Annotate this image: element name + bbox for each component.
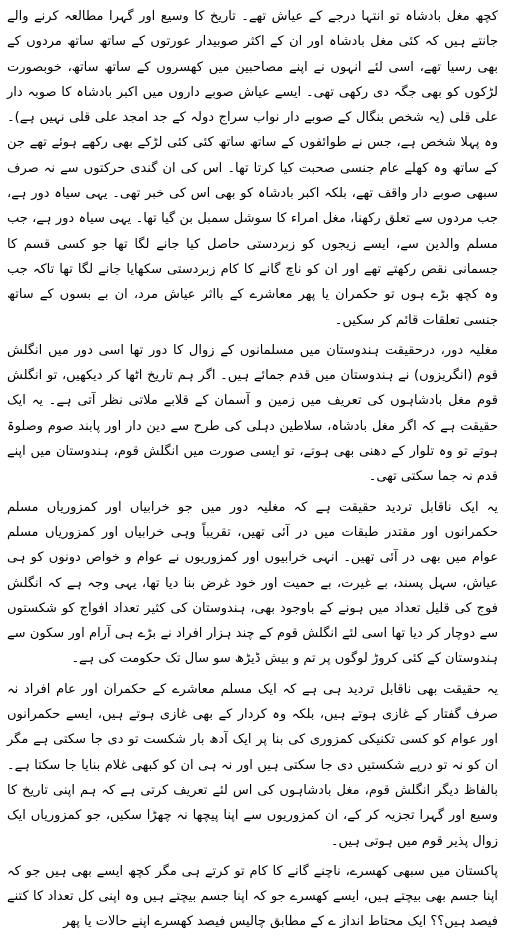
paragraph: مغلیہ دور، درحقیقت ہندوستان میں مسلمانوں کے زوال کا دور تھا اسی دور میں انگلش قوم (انگریزوں) نے ہندوستان میں قدم جمائے ہیں۔ اگر ہم تاریخ اٹھا کر دیکھیں، تو انگلش قوم مغل بادشاہوں کی تعریف میں زمین و آسمان کے قلابے ملاتی نظر آتی ہے۔ یہ ایک حقیقت ہے کہ اگر مغل بادشاہ، سلاطین دہلی کی طرح سے دین دار اور پابند صوم وصلوۃ ہوتے تو وہ تلوار کے دھنی بھی ہوتے، تو ایسی صورت میں انگلش قوم، ہندوستان میں اپنے قدم نہ جما سکتی تھی۔ (7, 342, 498, 485)
paragraph: کچھ مغل بادشاہ تو انتہا درجے کے عیاش تھے۔ تاریخ کا وسیع اور گہرا مطالعہ کرنے والے جانتے ہیں کہ کئی مغل بادشاہ اور ان کے اکثر صوبیدار عورتوں کے ساتھ ساتھ مردوں کے بھی رسیا تھے، اسی لئے انہوں نے اپنے مصاحبین میں کھسروں کے ساتھ ساتھ، خوبصورت لڑکوں کو بھی جگہ دی رکھی تھی۔ ایسے عیاش صوبے داروں میں اکبر بادشاہ کا صوبہ دار علی قلی (یہ شخص بنگال کے صوبے دار نواب سراج دولہ کے جد امجد علی قلی نہیں ہے)۔ وہ پہلا شخص ہے، جس نے طوائفوں کے ساتھ ساتھ کئی کئی لڑکے بھی رکھے ہوئے تھے جن کے ساتھ وہ کھلے عام جنسی صحبت کیا کرتا تھا۔ اس کی ان گندی حرکتوں سے نہ صرف سبھی صوبے دار واقف تھے، بلکہ اکبر بادشاہ کو بھی اس کی خبر تھی۔ یہی سیاہ دور ہے، جب مردوں سے تعلق رکھنا، مغل امراء کا سوشل سمبل بن گیا تھا۔ یہی سیاہ دور ہے، جب مسلم والدین سے، ایسے زیجوں کو زبردستی حاصل کیا جانے لگا تھا جو کسی قسم کا جسمانی نقص رکھتے تھے اور ان کو ناچ گانے کا کام زبردستی سکھایا جانے لگا تھا تاکہ جب وہ کچھ بڑے ہوں تو حکمران یا پھر معاشرے کے بااثر عیاش مرد، ان بے بسوں کے ساتھ جنسی تعلقات قائم کر سکیں۔ (7, 9, 498, 328)
paragraph: پاکستان میں سبھی کھسرے، ناچنے گانے کا کام تو کرتے ہی مگر کچھ ایسے بھی ہیں جو کہ اپنا جسم بھی بیچتے ہیں، ایسے کھسرے جو کہ اپنا جسم بیچتے ہیں وہ اپنی کل تعداد کا کتنے فیصد ہیں؟؟ ایک محتاط انداز ے کے مطابق چالیس فیصد کھسرے اپنے حالات یا پھر (7, 863, 498, 930)
paragraph: یہ حقیقت بھی ناقابل تردید ہی ہے کہ ایک مسلم معاشرے کے حکمران اور عام افراد نہ صرف گفتار کے غازی ہوتے ہیں، بلکہ وہ کردار کے بھی غازی ہوتے ہیں، ایسے حکمرانوں اور عوام کو کسی تکنیکی کمزوری کی بنا پر ایک آدھ بار شکست تو دی جا سکتی ہے مگر ان کو نہ تو درپے شکستیں دی جا سکتی ہیں اور نہ ہی ان کو کبھی غلام بنایا جا سکتا ہے۔ بالفاظ دیگر انگلش قوم، مغل بادشاہوں کی اس لئے تعریف کرتی ہے کہ ہم اپنی تاریخ کا وسیع اور گہرا تجزیہ کر کے، ان کمزوریوں سے اپنا پیچھا نہ چھڑا سکیں، جو کمزوریاں ایک زوال پذیر قوم میں ہوتی ہیں۔ (7, 681, 498, 849)
paragraph: یہ ایک ناقابل تردید حقیقت ہے کہ مغلیہ دور میں جو خرابیاں اور کمزوریاں مسلم حکمرانوں اور مقتدر طبقات میں در آئی تھیں، تقریباً وہی خرابیاں اور کمزوریاں مسلم عوام میں بھی در آئی تھیں۔ انہی خرابیوں اور کمزوریوں نے عوام و خواص دونوں کو ہی عیاش، سہل پسند، بے غیرت، بے حمیت اور خود غرض بنا دیا تھا، یہی وجہ ہے کہ انگلش فوج کی قلیل تعداد میں ہونے کے باوجود بھی، ہندوستان کی کثیر تعداد افواج کو شکستوں سے دوچار کر دیا تھا اسی لئے انگلش قوم کے چند ہزار افراد نے بڑے ہی آرام اور سکون سے ہندوستان کے کئی کروڑ لوگوں پر تم و بیش ڈیڑھ سو سال تک حکومت کی ہے۔ (7, 499, 498, 667)
